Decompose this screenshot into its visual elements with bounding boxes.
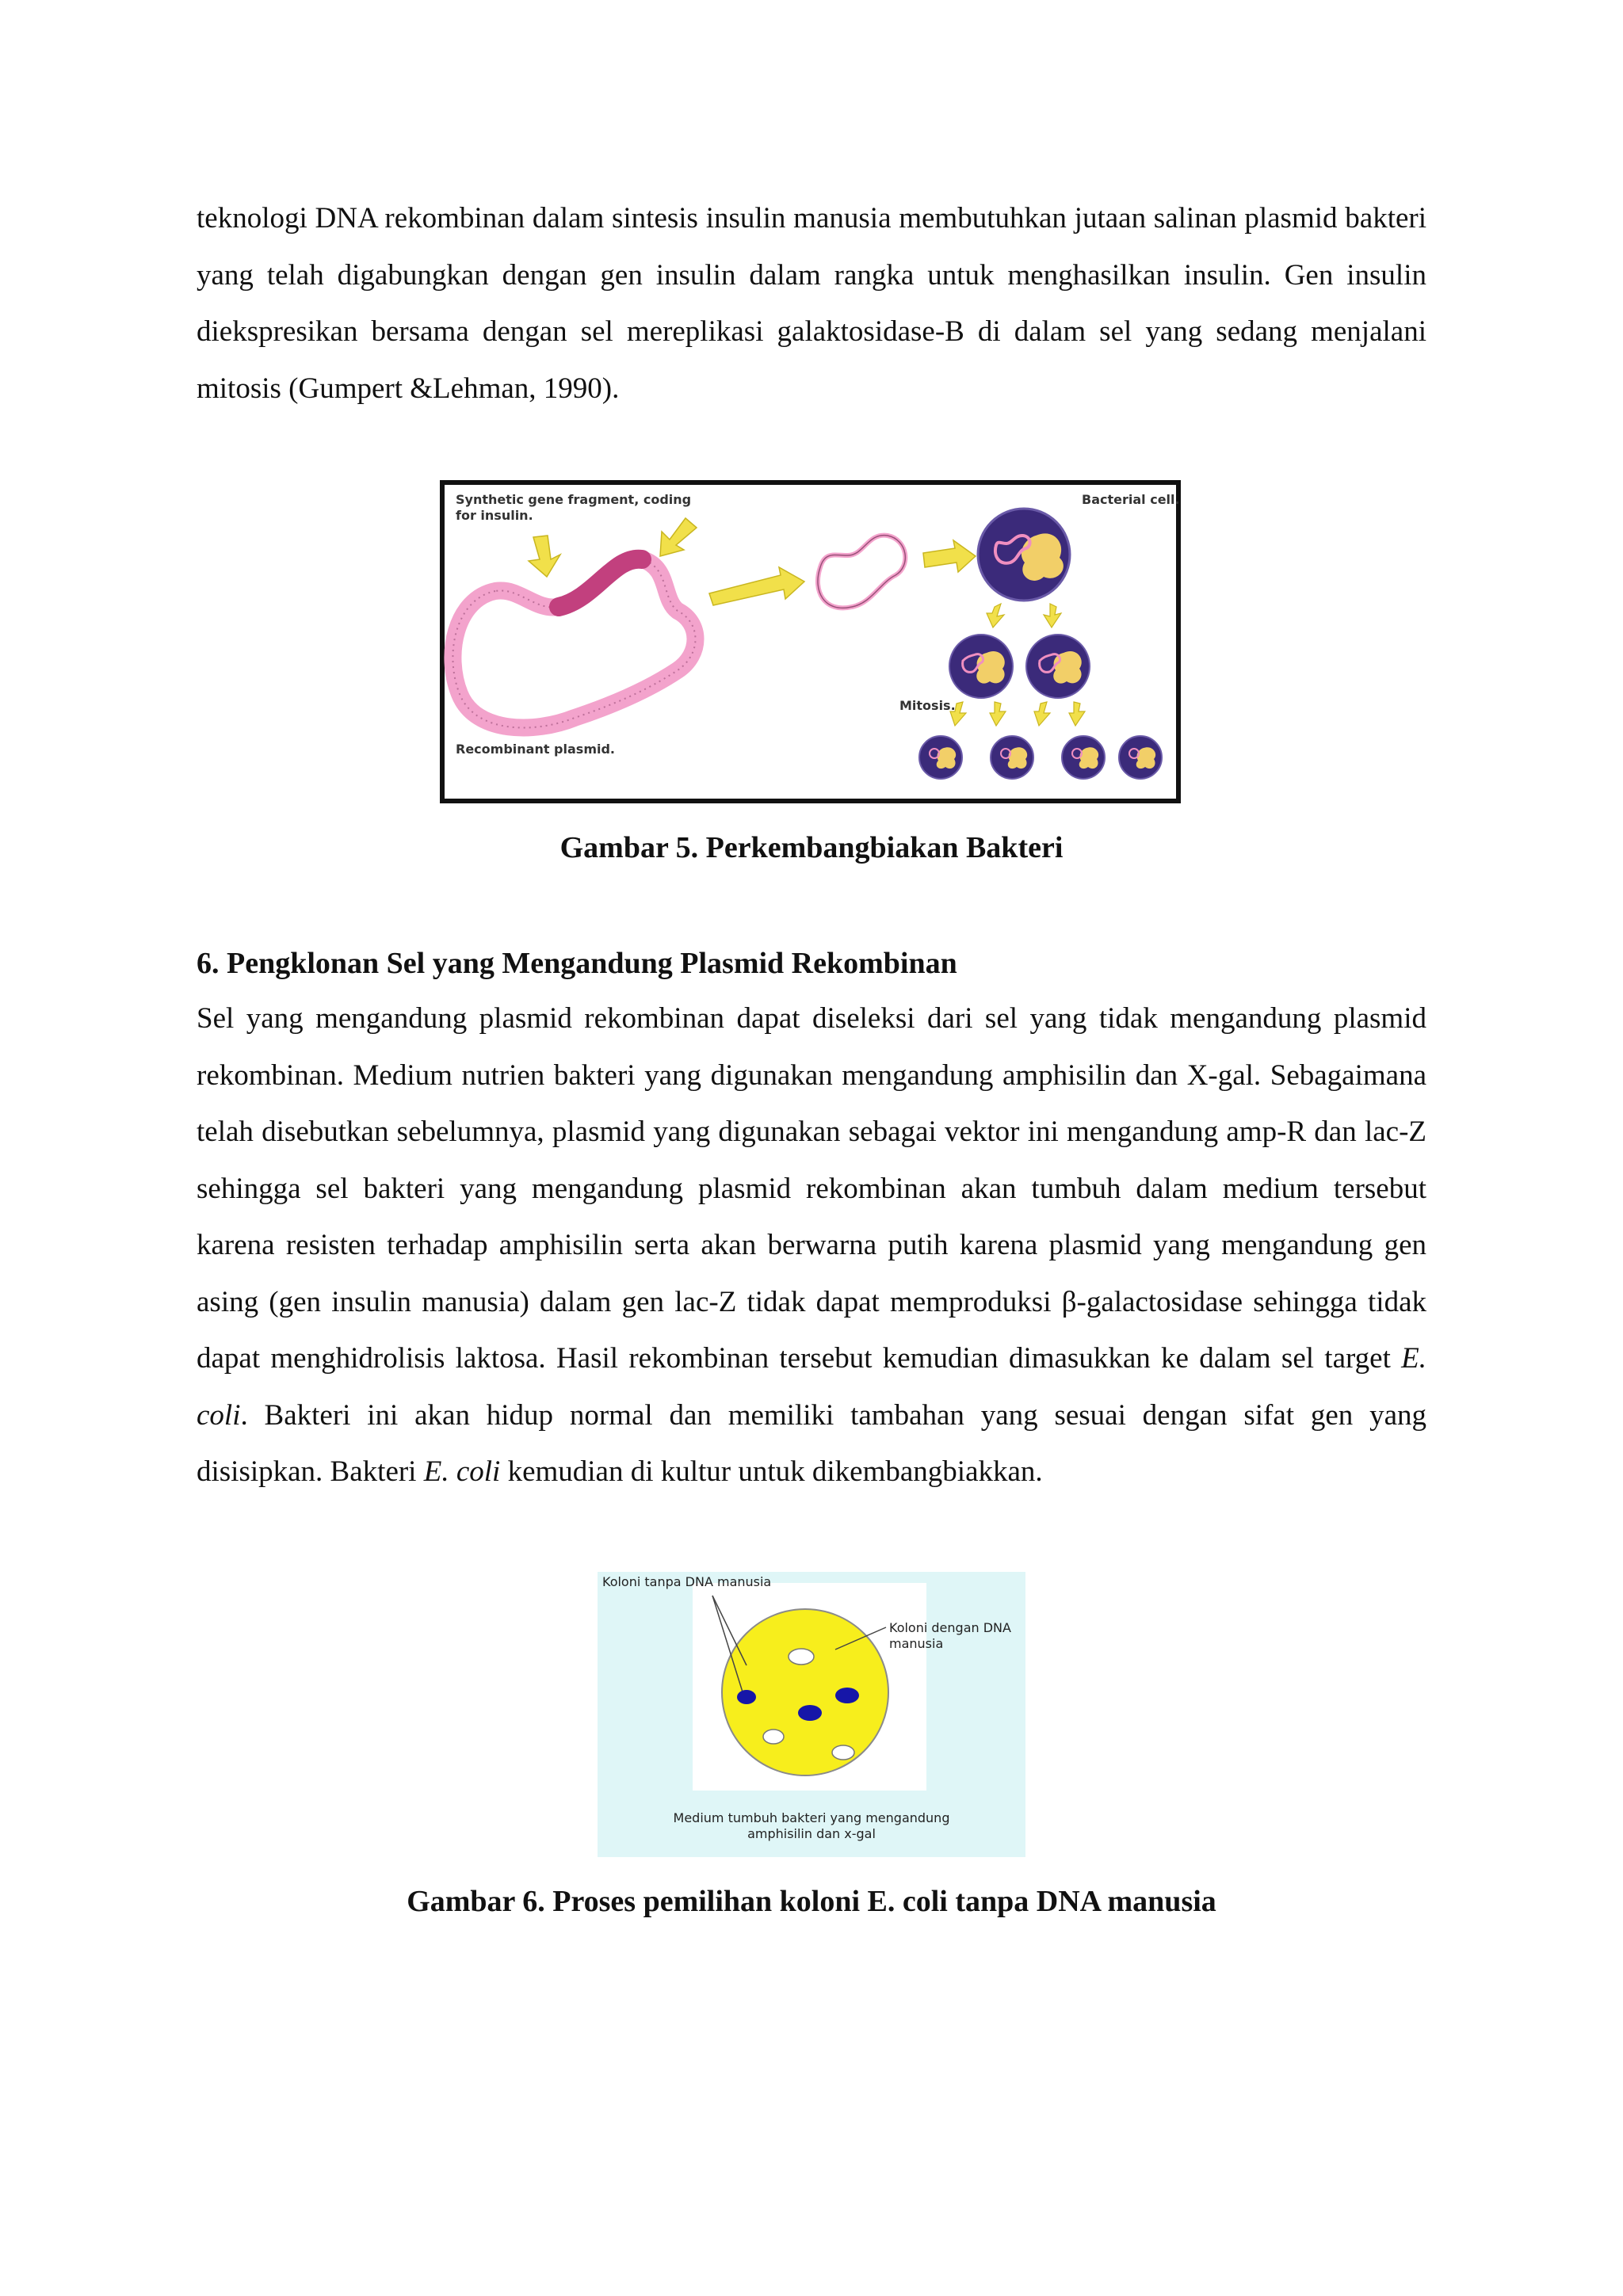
bacterial-cell bbox=[978, 509, 1070, 601]
granddaughter-cell-1 bbox=[919, 736, 962, 779]
figure-colony-selection bbox=[598, 1572, 1025, 1857]
label-synthetic-gene-line1: Synthetic gene fragment, coding bbox=[456, 492, 692, 507]
label-recombinant-plasmid: Recombinant plasmid. bbox=[456, 742, 615, 757]
label-medium-line1: Medium tumbuh bakteri yang mengandung bbox=[673, 1810, 950, 1825]
white-colony-2 bbox=[763, 1730, 784, 1744]
figure5-caption: Gambar 5. Perkembangbiakan Bakteri bbox=[559, 831, 1064, 864]
bacterial-reproduction-diagram bbox=[440, 480, 1181, 803]
section6-heading: 6. Pengklonan Sel yang Mengandung Plasmid Rekombinan bbox=[197, 947, 957, 980]
label-colony-with-dna-line1: Koloni dengan DNA bbox=[889, 1620, 1011, 1635]
label-mitosis: Mitosis. bbox=[899, 698, 956, 713]
blue-colony-2 bbox=[835, 1688, 859, 1703]
figure6-caption: Gambar 6. Proses pemilihan koloni E. coli tanpa DNA manusia bbox=[407, 1885, 1216, 1918]
colony-selection-diagram bbox=[598, 1572, 1025, 1857]
label-bacterial-cell: Bacterial cell. bbox=[1082, 492, 1180, 507]
daughter-cell-2 bbox=[1026, 635, 1090, 698]
granddaughter-cell-2 bbox=[991, 736, 1033, 779]
ecoli-italic-2: E. coli bbox=[423, 1455, 501, 1488]
blue-colony-3 bbox=[798, 1705, 822, 1721]
granddaughter-cell-3 bbox=[1062, 736, 1105, 779]
ecoli-italic-1: E. coli bbox=[197, 1342, 1426, 1432]
label-synthetic-gene-line2: for insulin. bbox=[456, 508, 533, 523]
white-colony-3 bbox=[832, 1745, 854, 1760]
white-colony-1 bbox=[789, 1649, 814, 1665]
label-medium-line2: amphisilin dan x-gal bbox=[747, 1826, 876, 1841]
figure-bacterial-reproduction bbox=[440, 480, 1181, 803]
section6-body: Sel yang mengandung plasmid rekombinan dapat diseleksi dari sel yang tidak mengandung plasmid rekombinan. Medium nutrien bakteri yang digunakan mengandung amphisilin dan X-gal. Sebagaimana telah disebutkan sebelumnya, plasmid yang digunakan sebagai vektor ini mengandung amp-R dan lac-Z sehingga sel bakteri yang mengandung plasmid rekombinan akan tumbuh dalam medium tersebut karena resisten terhadap amphisilin serta akan berwarna putih karena plasmid yang mengandung gen asing (gen insulin manusia) dalam gen lac-Z tidak dapat memproduksi β-galactosidase sehingga tidak dapat menghidrolisis laktosa. Hasil rekombinan tersebut kemudian dimasukkan ke dalam sel target E. coli. Bakteri ini akan hidup normal dan memiliki tambahan yang sesuai dengan sifat gen yang disisipkan. Bakteri E. coli kemudian di kultur untuk dikembangbiakkan. bbox=[197, 1002, 1426, 1488]
paragraph-intro: teknologi DNA rekombinan dalam sintesis insulin manusia membutuhkan jutaan salinan plasmid bakteri yang telah digabungkan dengan gen insulin dalam rangka untuk menghasilkan insulin. Gen insulin diekspresikan bersama dengan sel mereplikasi galaktosidase-B di dalam sel yang sedang menjalani mitosis (Gumpert &Lehman, 1990). bbox=[197, 202, 1426, 405]
label-colony-without-dna: Koloni tanpa DNA manusia bbox=[602, 1574, 772, 1589]
label-colony-with-dna-line2: manusia bbox=[889, 1636, 944, 1651]
daughter-cell-1 bbox=[949, 635, 1013, 698]
granddaughter-cell-4 bbox=[1119, 736, 1162, 779]
blue-colony-1 bbox=[737, 1690, 756, 1704]
